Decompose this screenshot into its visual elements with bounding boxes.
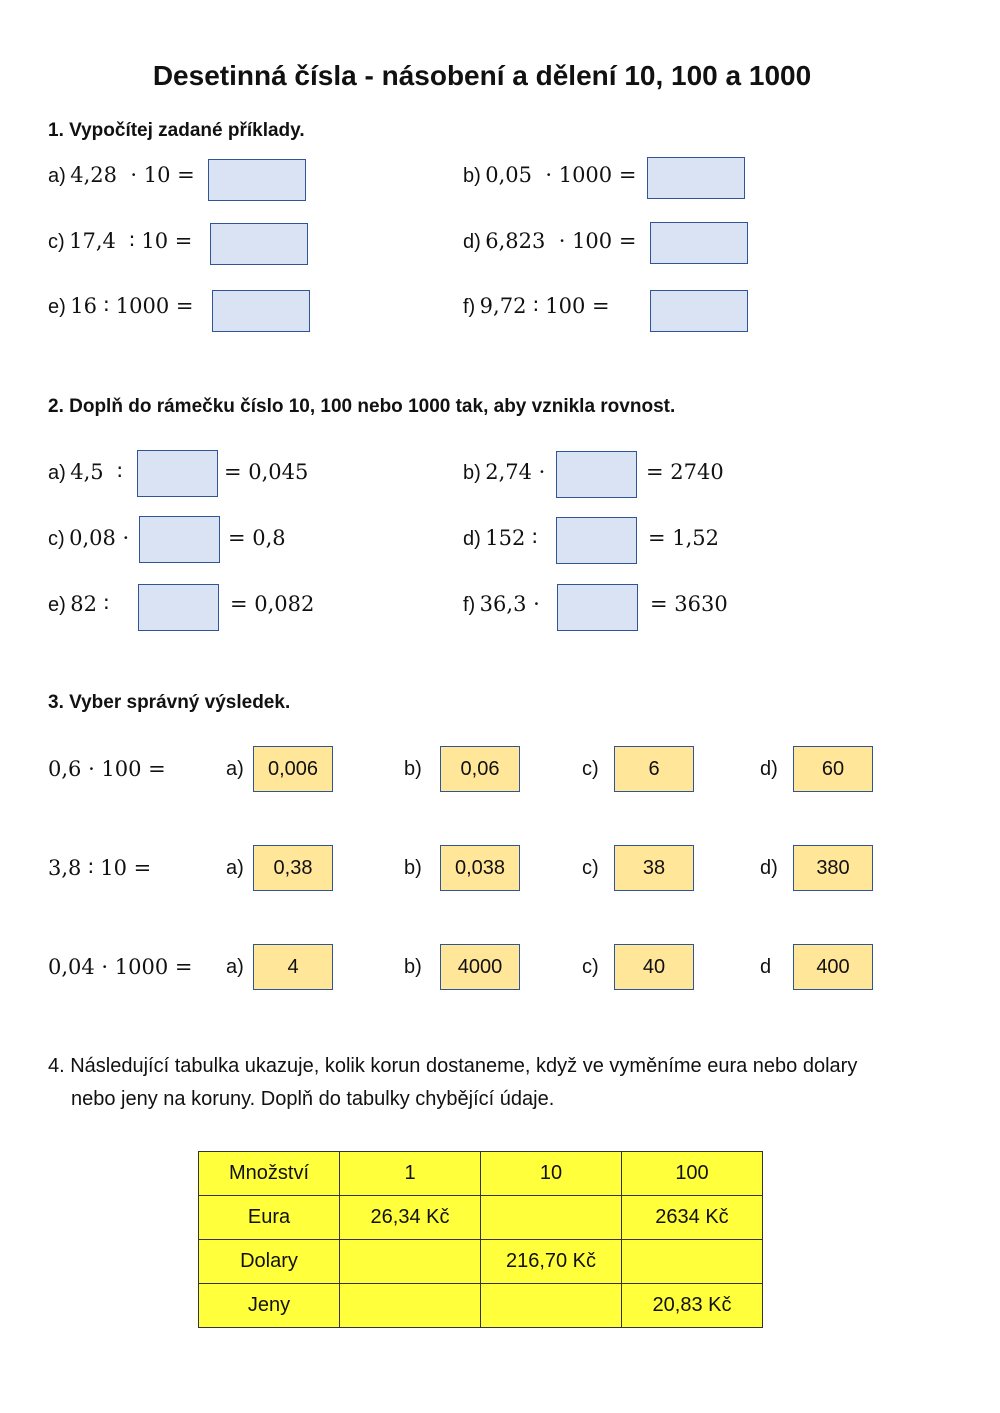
option-letter: b) bbox=[404, 857, 422, 879]
item-letter: c) bbox=[48, 231, 65, 253]
fill-box-2a[interactable] bbox=[137, 450, 218, 497]
table-cell: 20,83 Kč bbox=[622, 1284, 763, 1328]
exchange-table bbox=[198, 1151, 763, 1328]
fill-box-2f[interactable] bbox=[557, 584, 638, 631]
item-left-expression: 2,74 · bbox=[485, 460, 546, 484]
choice-row-expression: 3,8 ∶ 10 = bbox=[48, 856, 152, 880]
exercise-2a bbox=[48, 460, 122, 485]
exercise-1a bbox=[48, 163, 195, 188]
item-letter: d) bbox=[463, 231, 481, 253]
item-letter: e) bbox=[48, 594, 66, 616]
instruction-line: nebo jeny na koruny. Doplň do tabulky chybějící údaje. bbox=[71, 1088, 555, 1110]
option-letter: b) bbox=[404, 758, 422, 780]
table-row-label: Eura bbox=[199, 1196, 340, 1240]
exercise-1f bbox=[463, 294, 610, 319]
option-button[interactable]: 40 bbox=[614, 944, 694, 990]
table-row-label: Jeny bbox=[199, 1284, 340, 1328]
item-left-expression: 82 ∶ bbox=[70, 592, 110, 616]
fill-box-2e[interactable] bbox=[138, 584, 219, 631]
option-button[interactable]: 4 bbox=[253, 944, 333, 990]
answer-box-1b[interactable] bbox=[647, 157, 745, 199]
section-4-instructions bbox=[48, 1050, 948, 1116]
table-cell-empty[interactable] bbox=[481, 1196, 622, 1240]
answer-box-1a[interactable] bbox=[208, 159, 306, 201]
table-cell: 2634 Kč bbox=[622, 1196, 763, 1240]
table-cell-empty[interactable] bbox=[340, 1240, 481, 1284]
option-button[interactable]: 6 bbox=[614, 746, 694, 792]
item-expression: 9,72 ∶ 100 = bbox=[479, 294, 610, 318]
section-1-heading: 1. Vypočítej zadané příklady. bbox=[48, 120, 305, 141]
section-3-heading: 3. Vyber správný výsledek. bbox=[48, 692, 291, 713]
option-button[interactable]: 0,06 bbox=[440, 746, 520, 792]
item-left-expression: 152 ∶ bbox=[485, 526, 538, 550]
answer-box-1d[interactable] bbox=[650, 222, 748, 264]
item-right-expression: = 1,52 bbox=[648, 526, 720, 550]
option-button[interactable]: 38 bbox=[614, 845, 694, 891]
exercise-2b bbox=[463, 460, 545, 485]
item-expression: 17,4 ∶ 10 = bbox=[69, 229, 193, 253]
option-letter: d) bbox=[760, 758, 778, 780]
option-letter: c) bbox=[582, 956, 599, 978]
table-cell-empty[interactable] bbox=[340, 1284, 481, 1328]
table-row bbox=[199, 1152, 763, 1196]
table-cell: 26,34 Kč bbox=[340, 1196, 481, 1240]
answer-box-1e[interactable] bbox=[212, 290, 310, 332]
exercise-1e bbox=[48, 294, 194, 319]
item-letter: e) bbox=[48, 296, 66, 318]
item-letter: d) bbox=[463, 528, 481, 550]
exercise-1c bbox=[48, 229, 192, 254]
option-letter: d) bbox=[760, 857, 778, 879]
item-letter: c) bbox=[48, 528, 65, 550]
table-header-cell: 10 bbox=[481, 1152, 622, 1196]
table-cell-empty[interactable] bbox=[622, 1240, 763, 1284]
table-header-cell: Množství bbox=[199, 1152, 340, 1196]
answer-box-1f[interactable] bbox=[650, 290, 748, 332]
item-expression: 6,823 · 100 = bbox=[485, 229, 637, 253]
option-letter: c) bbox=[582, 758, 599, 780]
instruction-line: 4. Následující tabulka ukazuje, kolik korun dostaneme, když ve vyměníme eura nebo dolary bbox=[48, 1055, 858, 1077]
table-header-cell: 100 bbox=[622, 1152, 763, 1196]
option-letter: a) bbox=[226, 956, 244, 978]
table-row bbox=[199, 1240, 763, 1284]
choice-row-expression: 0,6 · 100 = bbox=[48, 757, 166, 781]
item-left-expression: 0,08 · bbox=[69, 526, 130, 550]
fill-box-2d[interactable] bbox=[556, 517, 637, 564]
option-button[interactable]: 0,38 bbox=[253, 845, 333, 891]
item-expression: 0,05 · 1000 = bbox=[485, 163, 637, 187]
fill-box-2c[interactable] bbox=[139, 516, 220, 563]
table-row-label: Dolary bbox=[199, 1240, 340, 1284]
item-letter: b) bbox=[463, 462, 481, 484]
item-expression: 4,28 · 10 = bbox=[70, 163, 195, 187]
table-header-cell: 1 bbox=[340, 1152, 481, 1196]
table-row bbox=[199, 1196, 763, 1240]
option-letter: a) bbox=[226, 758, 244, 780]
option-letter: d bbox=[760, 956, 772, 978]
choice-row-expression: 0,04 · 1000 = bbox=[48, 955, 193, 979]
item-right-expression: = 0,082 bbox=[230, 592, 315, 616]
option-button[interactable]: 400 bbox=[793, 944, 873, 990]
option-letter: c) bbox=[582, 857, 599, 879]
item-letter: a) bbox=[48, 165, 66, 187]
item-right-expression: = 0,045 bbox=[224, 460, 309, 484]
table-cell: 216,70 Kč bbox=[481, 1240, 622, 1284]
exercise-1b bbox=[463, 163, 636, 188]
table-row bbox=[199, 1284, 763, 1328]
item-right-expression: = 0,8 bbox=[228, 526, 286, 550]
option-button[interactable]: 60 bbox=[793, 746, 873, 792]
option-letter: a) bbox=[226, 857, 244, 879]
section-2-heading: 2. Doplň do rámečku číslo 10, 100 nebo 1000 tak, aby vznikla rovnost. bbox=[48, 396, 676, 417]
exercise-2f bbox=[463, 592, 540, 617]
item-letter: a) bbox=[48, 462, 66, 484]
answer-box-1c[interactable] bbox=[210, 223, 308, 265]
fill-box-2b[interactable] bbox=[556, 451, 637, 498]
item-letter: b) bbox=[463, 165, 481, 187]
exercise-2c bbox=[48, 526, 129, 551]
item-expression: 16 ∶ 1000 = bbox=[70, 294, 194, 318]
item-letter: f) bbox=[463, 296, 476, 318]
option-button[interactable]: 380 bbox=[793, 845, 873, 891]
option-letter: b) bbox=[404, 956, 422, 978]
exercise-1d bbox=[463, 229, 636, 254]
exercise-2d bbox=[463, 526, 537, 551]
option-button[interactable]: 0,006 bbox=[253, 746, 333, 792]
option-button[interactable]: 4000 bbox=[440, 944, 520, 990]
page-title: Desetinná čísla - násobení a dělení 10, 100 a 1000 bbox=[152, 60, 812, 91]
option-button[interactable]: 0,038 bbox=[440, 845, 520, 891]
exercise-2e bbox=[48, 592, 109, 617]
item-right-expression: = 3630 bbox=[650, 592, 728, 616]
table-cell-empty[interactable] bbox=[481, 1284, 622, 1328]
item-left-expression: 36,3 · bbox=[479, 592, 540, 616]
item-letter: f) bbox=[463, 594, 476, 616]
item-right-expression: = 2740 bbox=[646, 460, 724, 484]
item-left-expression: 4,5 ∶ bbox=[70, 460, 123, 484]
